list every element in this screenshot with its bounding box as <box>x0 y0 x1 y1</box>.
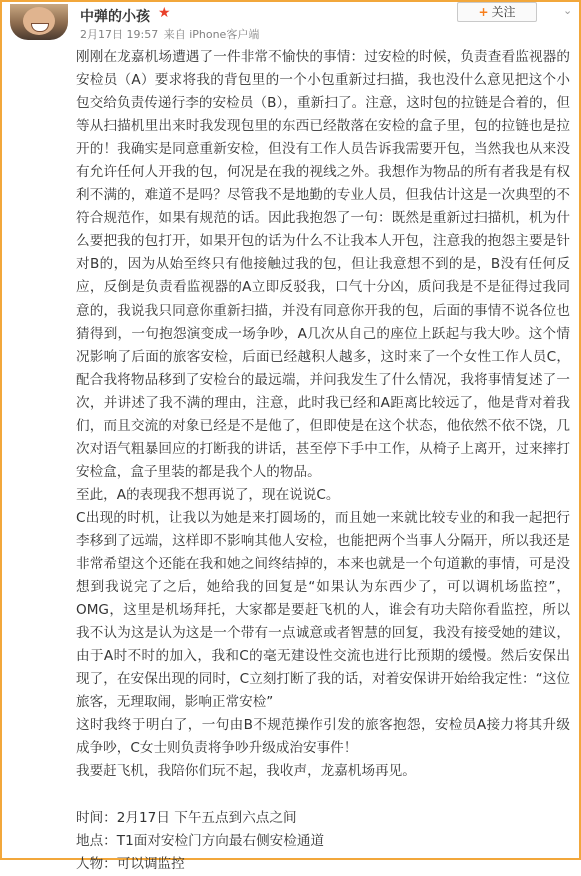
paragraph-gap <box>76 784 570 807</box>
post-header <box>10 4 571 40</box>
chevron-down-icon[interactable]: ⌄ <box>563 4 573 17</box>
post-paragraph: 这时我终于明白了，一句由B不规范操作引发的旅客抱怨，安检员A接力将其升级成争吵，C女士则负责将争吵升级成治安事件！ <box>76 717 570 757</box>
post-source[interactable]: 来自 iPhone客户端 <box>163 28 260 41</box>
username-link[interactable]: 中弹的小孩 <box>80 9 150 25</box>
post-body <box>76 46 570 876</box>
avatar[interactable] <box>10 4 68 40</box>
plus-icon: + <box>478 5 489 19</box>
post-paragraph: 我要赶飞机，我陪你们玩不起，我收声，龙嘉机场再见。 <box>76 763 416 780</box>
post-paragraph: 至此，A的表现我不想再说了，现在说说C。 <box>76 486 340 503</box>
star-badge-icon: ★ <box>158 5 171 21</box>
detail-time: 时间：2月17日 下午五点到六点之间 <box>76 809 297 826</box>
post-paragraph: C出现的时机，让我以为她是来打圆场的，而且她一来就比较专业的和我一起把行李移到了远端，这样即不影响其他人安检，也能把两个当事人分隔开，所以我还是非常希望这个还能在我和她之间终结掉的，本来也就是一个句道歉的事情，可是没想到我说完了之后，她给我的回复是“如果认为东西少了，可以调机场监控”，OMG，这里是机场拜托，大家都是要赶飞机的人，谁会有功夫陪你看监控，所以我不认为这是认为这是一个带有一点诚意或者智慧的回复，我没有接受她的建议，由于A时不时的加入，我和C的毫无建设性交流也进行比预期的缓慢。然后安保出现了，在安保出现的同时，C立刻打断了我的话，对着安保讲开始给我定性：“这位旅客，无理取闹，影响正常安检” <box>76 509 570 711</box>
detail-location: 地点：T1面对安检门方向最右侧安检通道 <box>76 832 325 849</box>
follow-button[interactable] <box>457 2 537 22</box>
post-meta <box>80 26 259 42</box>
post-paragraph: 刚刚在龙嘉机场遭遇了一件非常不愉快的事情：过安检的时候，负责查看监视器的安检员（A）要求将我的背包里的一个小包重新过扫描，我也没什么意见把这个小包交给负责传递行李的安检员（B），重新扫了。注意，这时包的拉链是合着的，但等从扫描机里出来时我发现包里的东西已经散落在安检的盒子里，包的拉链也是拉开的！我确实是同意重新安检，但没有工作人员告诉我需要开包，当然我也从来没有允许任何人开我的包，何况是在我的视线之外。我想作为物品的所有者我是有权利不满的，难道不是吗？尽管我不是地勤的专业人员，但我估计这是一次典型的不符合规范作，如果有规范的话。因此我抱怨了一句：既然是重新过扫描机，机为什么要把我的包打开，如果开包的话为什么不让我本人开包，注意我的抱怨主要是针对B的，因为从始至终只有他接触过我的包，但让我意想不到的是，B没有任何反应，反倒是负责看监视器的A立即反驳我，口气十分凶，质问我是不是征得过我同意的，我说我只同意你重新扫描，并没有同意你开我的包，后面的事情不说各位也猜得到，一句抱怨演变成一场争吵，A几次从自己的座位上跃起与我大吵。这个情况影响了后面的旅客安检，后面已经越积人越多，这时来了一个女性工作人员C，配合我将物品移到了安检台的最远端，并问我发生了什么情况，我将事情复述了一次，并讲述了我不满的理由，注意，此时我已经和A距离比较远了，他是背对着我们，而且交流的对象已经是不是他了，但即使是在这个状态，他依然不依不饶，几次对语气粗暴回应的打断我的讲话，甚至停下手中工作，从椅子上离开，过来摔打安检盒，盒子里装的都是我个人的物品。 <box>76 49 570 480</box>
detail-people: 人物：可以调监控 <box>76 855 185 872</box>
follow-button-label: 关注 <box>491 5 516 19</box>
post-date[interactable]: 2月17日 19:57 <box>80 28 159 41</box>
